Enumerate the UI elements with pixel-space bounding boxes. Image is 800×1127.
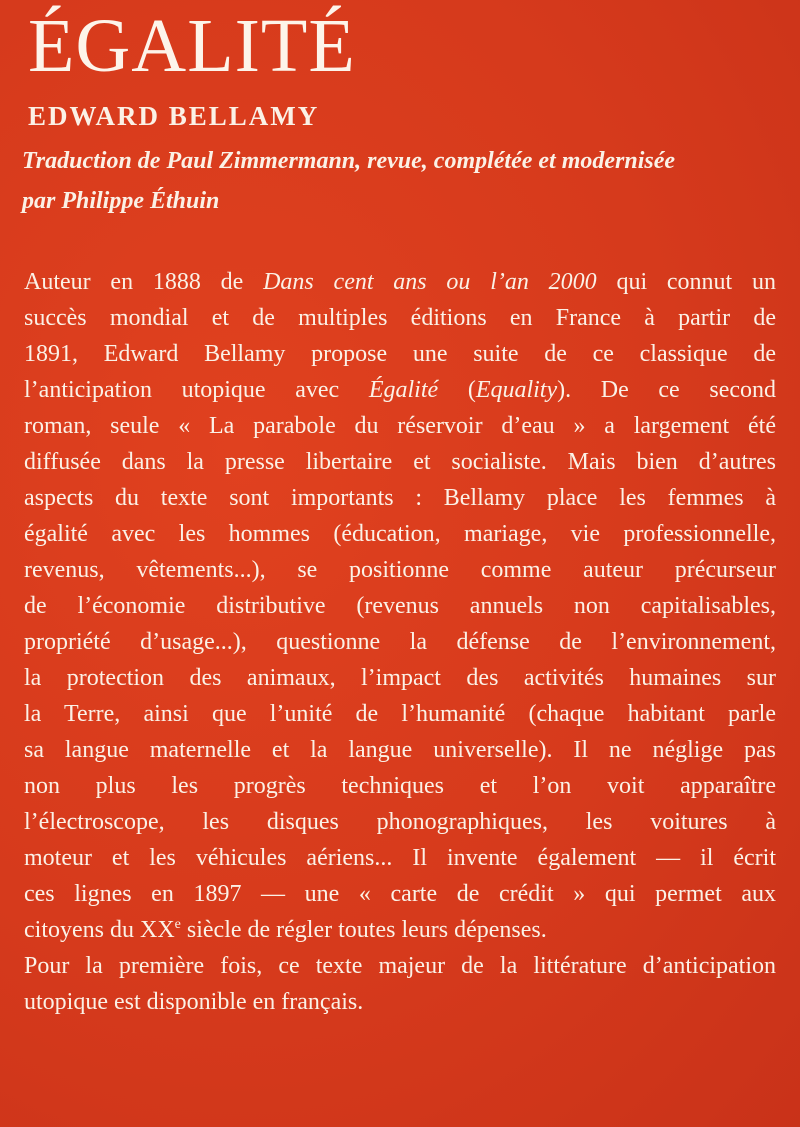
description-paragraph [24, 264, 776, 1020]
description-line: roman, seule « La parabole du réservoir d’eau » a largement été [24, 413, 776, 439]
author-name: EDWARD BELLAMY [28, 101, 320, 131]
description-line: revenus, vêtements...), se positionne comme auteur précurseur [24, 557, 776, 583]
description-line: ces lignes en 1897 — une « carte de crédit » qui permet aux [24, 881, 776, 907]
description-line: aspects du texte sont importants : Bellamy place les femmes à [24, 485, 776, 511]
description-line: citoyens du XXe siècle de régler toutes leurs dépenses. [24, 917, 547, 943]
description-line: diffusée dans la presse libertaire et socialiste. Mais bien d’autres [24, 449, 776, 475]
description-line: de l’économie distributive (revenus annuels non capitalisables, [24, 593, 776, 619]
description-line: succès mondial et de multiples éditions en France à partir de [24, 305, 776, 331]
description-line: propriété d’usage...), questionne la défense de l’environnement, [24, 629, 776, 655]
description-line: sa langue maternelle et la langue universelle). Il ne néglige pas [24, 737, 776, 763]
original-title: Equality [475, 377, 558, 403]
revision-credit: par Philippe Éthuin [22, 188, 220, 214]
description-line: la protection des animaux, l’impact des activités humaines sur [24, 665, 776, 691]
description-line: moteur et les véhicules aériens... Il invente également — il écrit [24, 845, 776, 871]
description-line: l’anticipation utopique avec Égalité (Equality). De ce second [24, 377, 776, 403]
translation-credit: Traduction de Paul Zimmermann, revue, complétée et modernisée [22, 148, 676, 174]
description-line: Auteur en 1888 de Dans cent ans ou l’an 2000 qui connut un [24, 269, 776, 295]
referenced-book-title: Dans cent ans ou l’an 2000 [263, 269, 597, 295]
description-line: 1891, Edward Bellamy propose une suite de ce classique de [24, 341, 776, 367]
referenced-book-title: Égalité [368, 377, 439, 403]
book-title: ÉGALITÉ [28, 4, 356, 88]
description-line: non plus les progrès techniques et l’on voit apparaître [24, 773, 776, 799]
description-line: l’électroscope, les disques phonographiques, les voitures à [24, 809, 776, 835]
description-line: Pour la première fois, ce texte majeur de la littérature d’anticipation [24, 953, 776, 979]
description-line: utopique est disponible en français. [24, 989, 364, 1015]
description-line: la Terre, ainsi que l’unité de l’humanité (chaque habitant parle [24, 701, 776, 727]
description-line: égalité avec les hommes (éducation, mariage, vie professionnelle, [24, 521, 776, 547]
